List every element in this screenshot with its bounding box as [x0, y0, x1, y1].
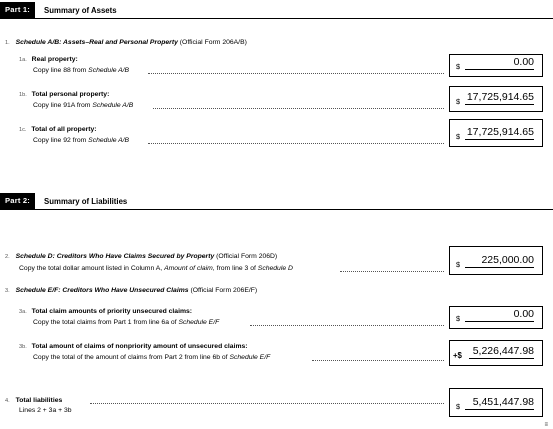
line1b-underline — [465, 104, 534, 105]
line1a-copy-text: Copy line 88 from — [33, 67, 89, 74]
line4-underline — [465, 409, 534, 410]
line2-leader — [340, 271, 444, 272]
line1c-copy-text: Copy line 92 from — [33, 137, 89, 144]
line1c-value: 17,725,914.65 — [466, 126, 534, 138]
line1-title: Schedule A/B: Assets–Real and Personal Property — [15, 39, 178, 46]
line3a-copy-ref: Schedule E/F — [178, 319, 220, 326]
line1c-label: Total of all property: — [31, 126, 97, 133]
line4-leader — [90, 403, 444, 404]
line1c-copy — [33, 136, 129, 145]
line2-amount-box — [449, 246, 543, 275]
line1b-amount-box — [449, 86, 543, 112]
line4-label: Total liabilities — [15, 397, 63, 404]
line1a-underline — [465, 69, 534, 70]
line1b-value: 17,725,914.65 — [466, 91, 534, 103]
line3a-leader — [250, 325, 444, 326]
line1-form: (Official Form 206A/B) — [179, 39, 247, 46]
line1-row — [5, 38, 247, 48]
line3b-copy — [33, 353, 270, 362]
part2-header — [0, 193, 127, 209]
line3a-label: Total claim amounts of priority unsecured claims: — [31, 308, 193, 315]
corner-mark: ≡ — [544, 422, 548, 428]
line2-value: 225,000.00 — [481, 254, 534, 266]
line2-copy-ref1: Amount of claim, — [164, 265, 215, 272]
part1-tag: Part 1: — [0, 2, 35, 18]
line3a-copy-text: Copy the total claims from Part 1 from line 6a of — [33, 319, 179, 326]
line2-row — [5, 252, 277, 262]
line3b-copy-ref: Schedule E/F — [229, 354, 271, 361]
line3-row — [5, 286, 257, 296]
part2-title: Summary of Liabilities — [44, 196, 128, 206]
line3-number: 3. — [5, 288, 10, 294]
line1a-number: 1a. — [19, 57, 27, 63]
line1b-copy — [33, 101, 133, 110]
line2-copy-text: Copy the total dollar amount listed in Column A, — [19, 265, 165, 272]
line3b-underline — [469, 358, 534, 359]
line3b-label-row — [19, 342, 248, 352]
line1c-label-row — [19, 125, 97, 135]
line1a-leader — [148, 73, 444, 74]
line3a-number: 3a. — [19, 309, 27, 315]
line2-copy-ref2: Schedule D — [257, 265, 293, 272]
line4-currency: $ — [456, 402, 461, 411]
line2-title: Schedule D: Creditors Who Have Claims Secured by Property — [15, 253, 215, 260]
line1c-currency: $ — [456, 132, 461, 141]
line1a-copy-ref: Schedule A/B — [88, 67, 130, 74]
line2-underline — [465, 267, 534, 268]
line4-amount-box — [449, 388, 543, 417]
line1a-value: 0.00 — [513, 56, 534, 68]
line1b-copy-text: Copy line 91A from — [33, 102, 93, 109]
line3a-amount-box — [449, 306, 543, 329]
line3b-value: 5,226,447.98 — [472, 345, 534, 357]
line3b-currency: +$ — [453, 351, 462, 360]
line3-title: Schedule E/F: Creditors Who Have Unsecured Claims — [15, 287, 189, 294]
line4-formula: Lines 2 + 3a + 3b — [19, 407, 72, 414]
line4-value: 5,451,447.98 — [472, 396, 534, 408]
line1b-copy-ref: Schedule A/B — [92, 102, 134, 109]
line1a-amount-box — [449, 54, 543, 77]
line3b-label: Total amount of claims of nonpriority amount of unsecured claims: — [31, 343, 248, 350]
line1c-leader — [148, 143, 444, 144]
line1a-copy — [33, 66, 129, 75]
part1-rule — [0, 18, 553, 19]
part2-rule — [0, 209, 553, 210]
line2-number: 2. — [5, 254, 10, 260]
line1a-label: Real property: — [31, 56, 78, 63]
line3a-currency: $ — [456, 314, 461, 323]
line1c-amount-box — [449, 119, 543, 147]
line2-form: (Official Form 206D) — [216, 253, 278, 260]
part2-tag: Part 2: — [0, 193, 35, 209]
line1a-label-row — [19, 55, 78, 65]
part1-title: Summary of Assets — [44, 5, 117, 15]
line1b-leader — [153, 108, 444, 109]
line4-number: 4. — [5, 398, 10, 404]
line3b-leader — [312, 360, 444, 361]
line1c-copy-ref: Schedule A/B — [88, 137, 130, 144]
part1-header — [0, 2, 117, 18]
line1-number: 1. — [5, 40, 10, 46]
line1b-number: 1b. — [19, 92, 27, 98]
line3b-copy-text: Copy the total of the amount of claims from Part 2 from line 6b of — [33, 354, 230, 361]
line3-form: (Official Form 206E/F) — [190, 287, 258, 294]
line2-copy — [19, 264, 293, 273]
line1c-underline — [465, 139, 534, 140]
line1b-currency: $ — [456, 97, 461, 106]
line2-currency: $ — [456, 260, 461, 269]
line3a-value: 0.00 — [513, 308, 534, 320]
line2-copy-mid: from line 3 of — [214, 265, 258, 272]
line3b-number: 3b. — [19, 344, 27, 350]
line1c-number: 1c. — [19, 127, 27, 133]
line1a-currency: $ — [456, 62, 461, 71]
line3b-amount-box — [449, 340, 543, 366]
line3a-label-row — [19, 307, 192, 317]
line3a-copy — [33, 318, 219, 327]
line4-label-row — [5, 396, 62, 406]
line1b-label-row — [19, 90, 109, 100]
line1b-label: Total personal property: — [31, 91, 110, 98]
line3a-underline — [465, 321, 534, 322]
